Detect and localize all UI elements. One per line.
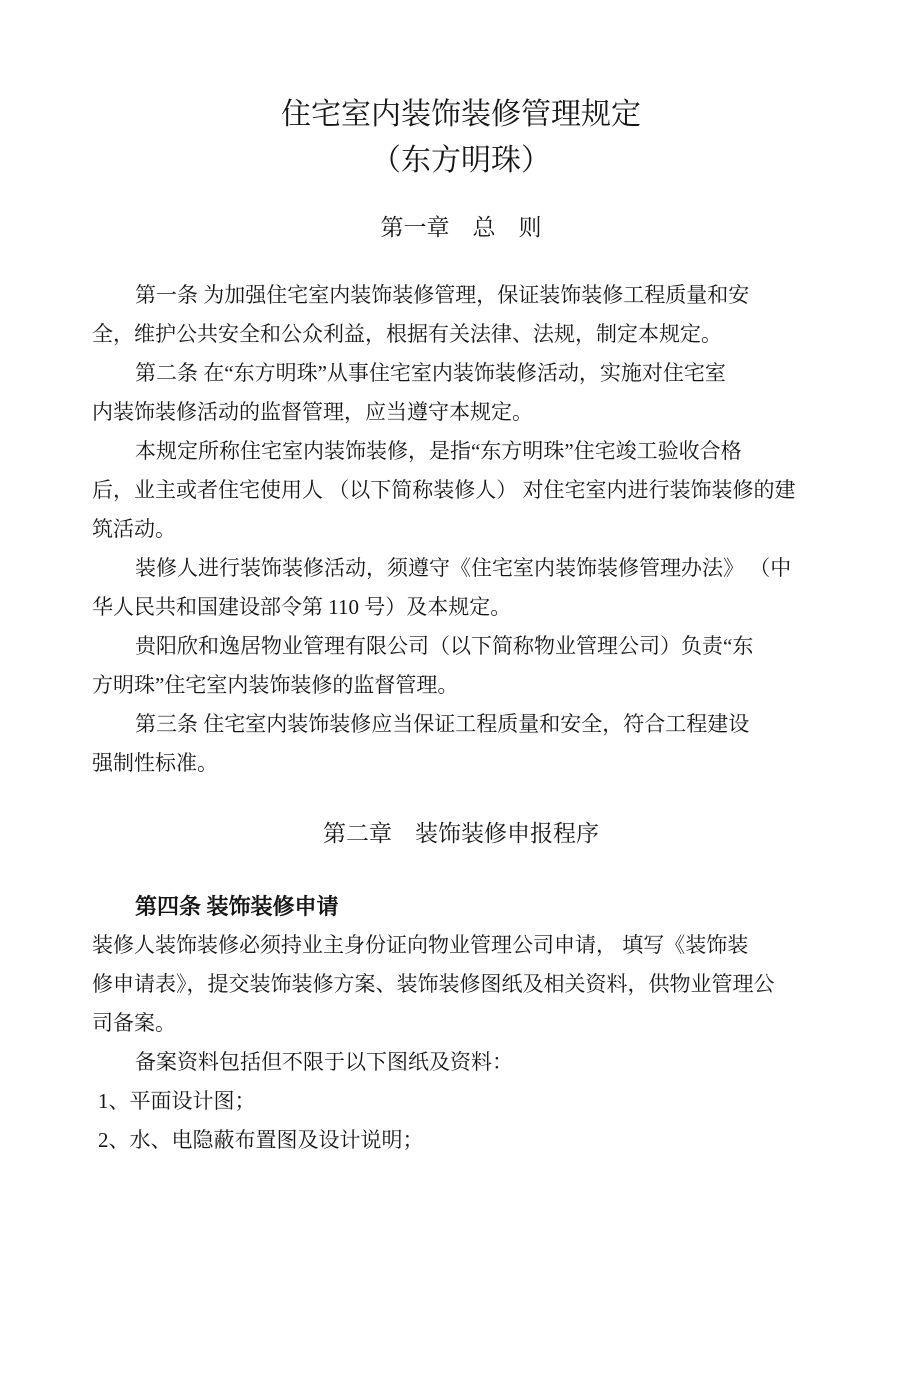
- body-line: 内装饰装修活动的监督管理，应当遵守本规定。: [92, 400, 533, 424]
- body-line: 筑活动。: [92, 517, 176, 541]
- document-title: 住宅室内装饰装修管理规定: [281, 98, 641, 131]
- body-line: 装修人进行装饰装修活动，须遵守《住宅室内装饰装修管理办法》 （中: [135, 556, 792, 580]
- list-item: 1、平面设计图；: [98, 1089, 256, 1113]
- chapter-2-heading: 第二章 装饰装修申报程序: [323, 821, 599, 846]
- document-page: [0, 92, 920, 1395]
- body-line: 全，维护公共安全和公众利益，根据有关法律、法规，制定本规定。: [92, 322, 722, 346]
- body-line: 第二条 在“东方明珠”从事住宅室内装饰装修活动，实施对住宅室: [135, 361, 726, 385]
- body-line: 后，业主或者住宅使用人 （以下简称装修人） 对住宅室内进行装饰装修的建: [92, 478, 796, 502]
- body-line: 贵阳欣和逸居物业管理有限公司（以下简称物业管理公司）负责“东: [135, 634, 754, 658]
- chapter-1-body: [92, 276, 830, 783]
- body-line: 方明珠”住宅室内装饰装修的监督管理。: [92, 673, 459, 697]
- body-line: 装修人装饰装修必须持业主身份证向物业管理公司申请， 填写《装饰装: [92, 933, 749, 957]
- chapter-2-body: [92, 887, 830, 1160]
- body-line: 第一条 为加强住宅室内装饰装修管理，保证装饰装修工程质量和安: [135, 283, 750, 307]
- body-line: 强制性标准。: [92, 751, 218, 775]
- body-line: 备案资料包括但不限于以下图纸及资料：: [135, 1050, 513, 1074]
- list-item: 2、水、电隐蔽布置图及设计说明；: [98, 1128, 424, 1152]
- body-line: 修申请表》，提交装饰装修方案、装饰装修图纸及相关资料，供物业管理公: [92, 972, 775, 996]
- document-subtitle: （东方明珠）: [371, 144, 551, 177]
- body-line: 司备案。: [92, 1011, 176, 1035]
- body-line: 第三条 住宅室内装饰装修应当保证工程质量和安全，符合工程建设: [135, 712, 750, 736]
- chapter-1-heading: 第一章 总 则: [380, 215, 542, 240]
- body-line: 本规定所称住宅室内装饰装修，是指“东方明珠”住宅竣工验收合格: [135, 439, 742, 463]
- body-line: 华人民共和国建设部令第 110 号）及本规定。: [92, 595, 512, 619]
- article-4-heading: 第四条 装饰装修申请: [135, 894, 339, 919]
